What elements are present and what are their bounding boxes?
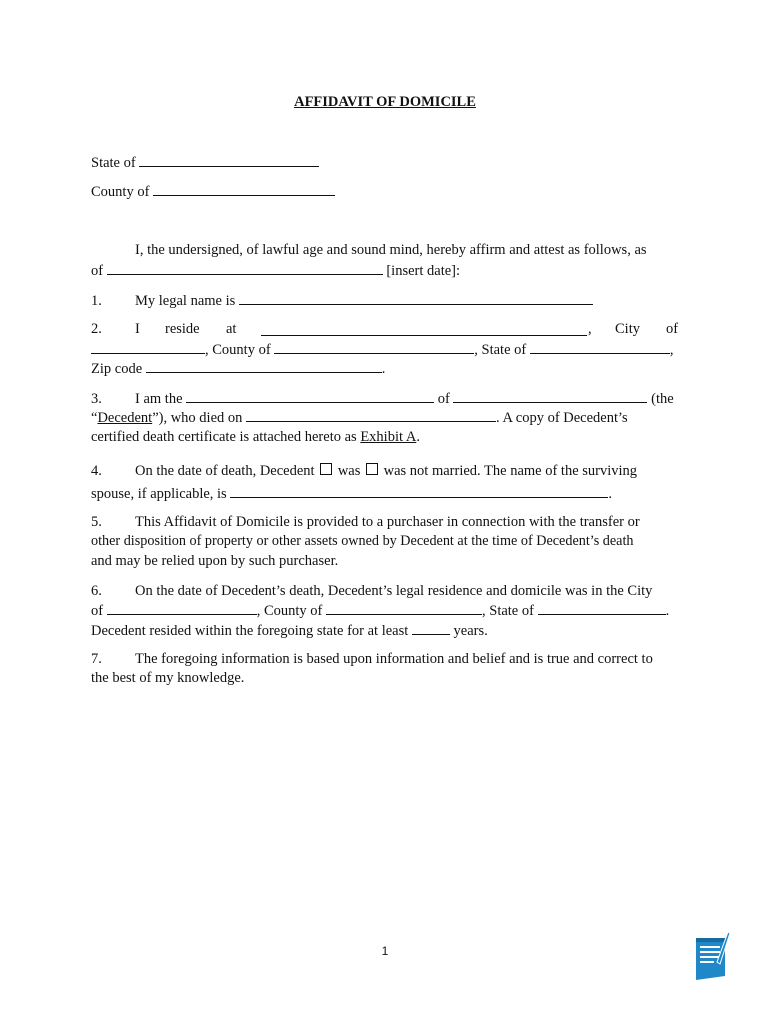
married-checkbox[interactable] xyxy=(320,463,332,475)
paragraph-5-line-2: other disposition of property or other assets owned by Decedent at the time of Decedent’s death xyxy=(91,533,634,549)
county-blank[interactable] xyxy=(153,181,335,196)
paragraph-6-line-3: Decedent resided within the foregoing state for at least years. xyxy=(91,620,681,641)
legal-name-blank[interactable] xyxy=(239,290,593,305)
intro-line-2: of [insert date]: xyxy=(91,260,681,281)
county-line: County of xyxy=(91,181,681,202)
death-date-blank[interactable] xyxy=(246,407,496,422)
domicile-state-blank[interactable] xyxy=(538,600,666,615)
state-line: State of xyxy=(91,152,681,173)
paragraph-1: 1. My legal name is xyxy=(91,290,681,311)
document-page: AFFIDAVIT OF DOMICILE State of County of I, the undersigned, of lawful age and sound mind, hereby affirm and attest as follows, as of [insert date]: 1. My legal name is 2. I reside at , City of , County of , State of , Zip code . 3. I am the of (the “Decedent”), who died on . A copy of Decedent’s certified death certificate is attached hereto as Exhibit A. 4. On the date of death, Decedent was was not married. The name of the surviving spouse, if applicable, is . 5. This Affidavit of Domicile is provided to a purchaser in connection with the transfer or other disposition of property or other assets owned by Decedent at the time of Decedent’s death and may be relied upon by such purchaser. 6. On the date of Decedent’s death, Decedent’s legal residence and domicile was in the City of , County of , State of . Decedent resided within the foregoing state for at least years. 7. The foregoing information is based upon information and belief and is true and correct to the best of my knowledge. 1 xyxy=(0,0,770,1024)
domicile-city-blank[interactable] xyxy=(107,600,257,615)
page-number: 1 xyxy=(381,944,389,958)
document-logo-icon xyxy=(693,930,731,982)
paragraph-2-line-2: , County of , State of , xyxy=(91,339,681,360)
city-blank[interactable] xyxy=(91,339,205,354)
county-residence-blank[interactable] xyxy=(274,339,474,354)
paragraph-3-line-3: certified death certificate is attached hereto as Exhibit A. xyxy=(91,429,420,445)
paragraph-7-line-2: the best of my knowledge. xyxy=(91,670,245,686)
paragraph-5-line-3: and may be relied upon by such purchaser. xyxy=(91,553,339,569)
paragraph-6-line-1: 6. On the date of Decedent’s death, Decedent’s legal residence and domicile was in the City xyxy=(91,583,653,599)
relationship-blank[interactable] xyxy=(186,388,434,403)
paragraph-5-line-1: 5. This Affidavit of Domicile is provided to a purchaser in connection with the transfer or xyxy=(91,514,640,530)
paragraph-4-line-2: spouse, if applicable, is . xyxy=(91,483,681,504)
date-blank[interactable] xyxy=(107,260,383,275)
decedent-name-blank[interactable] xyxy=(453,388,647,403)
paragraph-2-line-3: Zip code . xyxy=(91,358,681,379)
intro-line-1: I, the undersigned, of lawful age and sound mind, hereby affirm and attest as follows, as xyxy=(135,242,647,258)
paragraph-3-line-2: “Decedent”), who died on . A copy of Decedent’s xyxy=(91,407,681,428)
zip-blank[interactable] xyxy=(146,358,382,373)
document-title: AFFIDAVIT OF DOMICILE xyxy=(294,94,476,110)
state-blank[interactable] xyxy=(139,152,319,167)
domicile-county-blank[interactable] xyxy=(326,600,482,615)
paragraph-4-line-1: 4. On the date of death, Decedent was was not married. The name of the surviving xyxy=(91,463,638,479)
paragraph-3-line-1: 3. I am the of (the xyxy=(91,388,681,409)
paragraph-7-line-1: 7. The foregoing information is based upon information and belief and is true and correct to xyxy=(91,651,653,667)
paragraph-6-line-2: of , County of , State of . xyxy=(91,600,681,621)
spouse-blank[interactable] xyxy=(230,483,608,498)
state-residence-blank[interactable] xyxy=(530,339,670,354)
address-blank[interactable] xyxy=(261,321,587,336)
years-blank[interactable] xyxy=(412,620,450,635)
not-married-checkbox[interactable] xyxy=(366,463,378,475)
